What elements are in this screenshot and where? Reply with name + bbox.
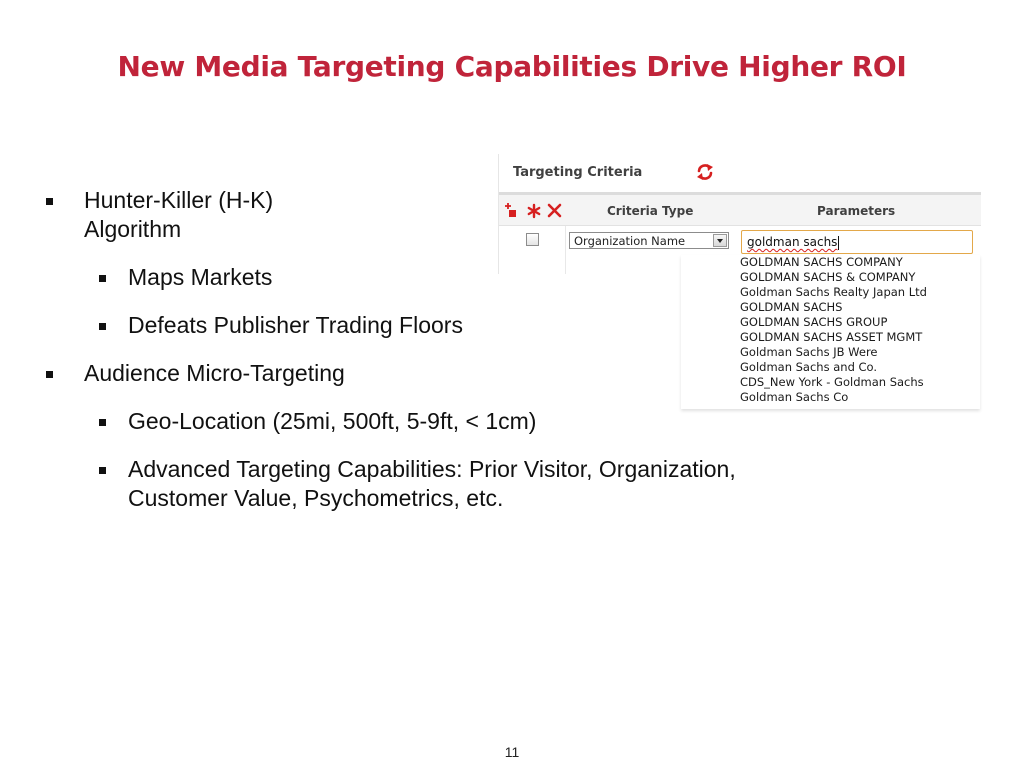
column-header-criteria-type[interactable]: Criteria Type: [607, 204, 694, 218]
square-bullet-icon: [99, 323, 106, 330]
autocomplete-option[interactable]: Goldman Sachs Co: [740, 390, 849, 404]
autocomplete-option[interactable]: Goldman Sachs Realty Japan Ltd: [740, 285, 927, 299]
sub-bullet-advanced: [44, 455, 924, 513]
square-bullet-icon: [99, 467, 106, 474]
bullet-text: Audience Micro-Targeting: [84, 360, 345, 386]
autocomplete-dropdown: [681, 255, 980, 409]
bullet-text: Geo-Location (25mi, 500ft, 5-9ft, < 1cm): [128, 408, 537, 434]
bullet-text: Defeats Publisher Trading Floors: [128, 312, 463, 338]
header-icons: [504, 203, 566, 219]
autocomplete-option[interactable]: GOLDMAN SACHS: [740, 300, 843, 314]
criteria-type-selected-value: Organization Name: [574, 234, 686, 248]
refresh-icon[interactable]: [695, 162, 715, 182]
autocomplete-option[interactable]: Goldman Sachs JB Were: [740, 345, 878, 359]
bullet-text: [128, 455, 888, 513]
square-bullet-icon: [99, 275, 106, 282]
bullet-text-line1: Advanced Targeting Capabilities: Prior Visitor, Organization,: [128, 456, 736, 482]
square-bullet-icon: [99, 419, 106, 426]
panel-header: [499, 154, 981, 195]
chevron-down-icon[interactable]: [713, 234, 727, 247]
panel-title: Targeting Criteria: [513, 165, 643, 180]
column-header-parameters[interactable]: Parameters: [817, 204, 896, 218]
bullet-text-line2: Customer Value, Psychometrics, etc.: [128, 485, 504, 511]
autocomplete-option[interactable]: GOLDMAN SACHS ASSET MGMT: [740, 330, 923, 344]
column-header-row: [499, 195, 981, 226]
bullet-text: [84, 186, 324, 244]
row-checkbox[interactable]: [526, 233, 539, 246]
parameters-input-value: goldman sachs: [747, 235, 838, 249]
add-row-icon[interactable]: [505, 203, 516, 217]
square-bullet-icon: [46, 371, 53, 378]
parameters-input[interactable]: [741, 230, 973, 254]
bullet-text: Maps Markets: [128, 264, 273, 290]
bullet-text-line2: Algorithm: [84, 216, 182, 242]
autocomplete-option[interactable]: Goldman Sachs and Co.: [740, 360, 878, 374]
criteria-type-select[interactable]: [569, 232, 729, 249]
bullet-text-line1: Hunter-Killer (H-K): [84, 187, 274, 213]
column-divider: [565, 226, 566, 274]
page-number: 11: [504, 744, 520, 760]
autocomplete-option[interactable]: GOLDMAN SACHS & COMPANY: [740, 270, 916, 284]
autocomplete-option[interactable]: GOLDMAN SACHS COMPANY: [740, 255, 903, 269]
autocomplete-option[interactable]: GOLDMAN SACHS GROUP: [740, 315, 888, 329]
sub-bullet-geo-location: [44, 407, 924, 436]
delete-icon[interactable]: [549, 205, 560, 216]
square-bullet-icon: [46, 198, 53, 205]
text-caret: [838, 236, 839, 250]
autocomplete-option[interactable]: CDS_New York - Goldman Sachs: [740, 375, 924, 389]
slide-title: New Media Targeting Capabilities Drive Higher ROI: [117, 50, 907, 83]
required-asterisk-icon[interactable]: [529, 205, 539, 217]
